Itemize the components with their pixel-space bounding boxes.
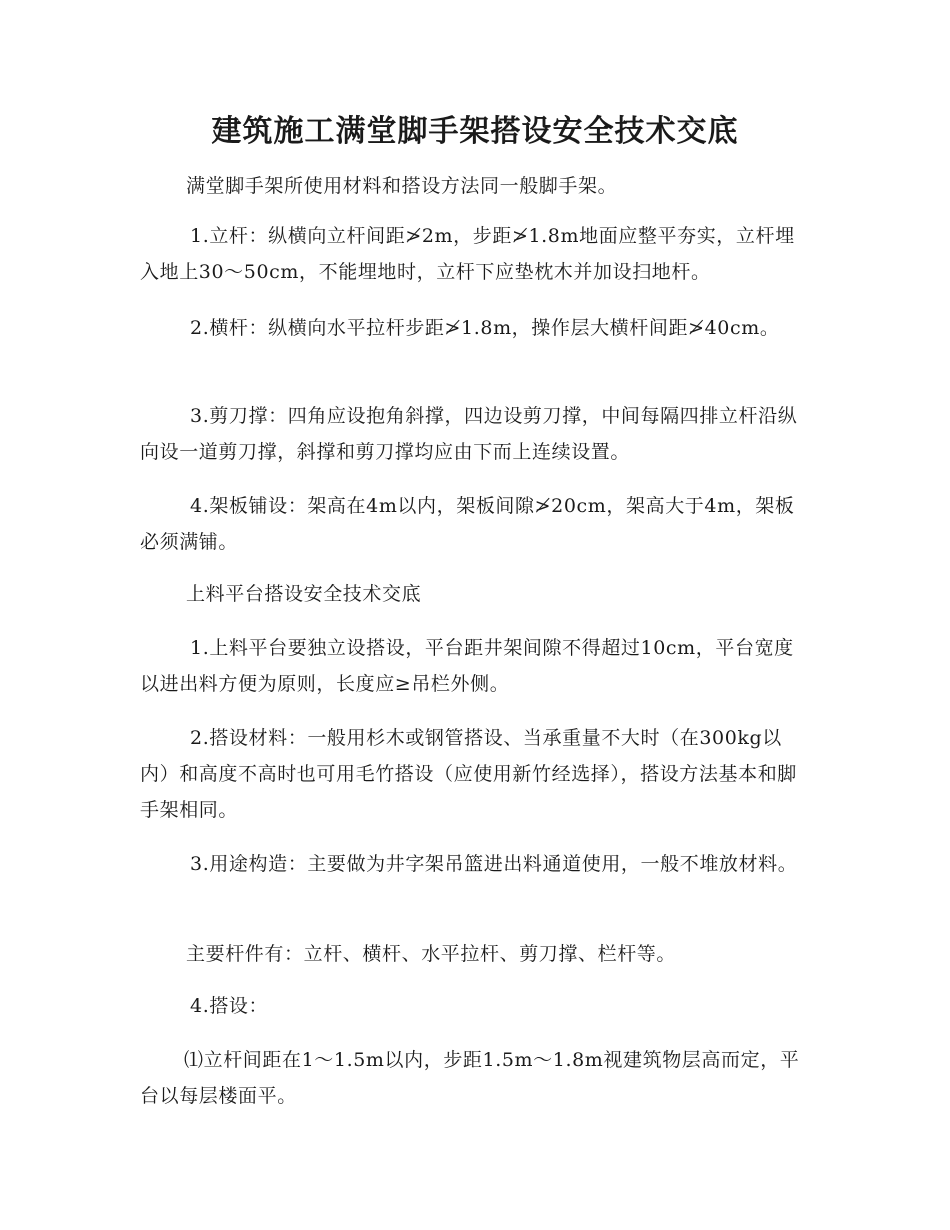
paragraph-platform-independent: 1.上料平台要独立设搭设，平台距井架间隙不得超过10cm，平台宽度以进出料方便为原则，长度应≥吊栏外侧。 [140,637,794,695]
paragraph-scissor-brace: 3.剪刀撑：四角应设抱角斜撑，四边设剪刀撑，中间每隔四排立杆沿纵向设一道剪刀撑，斜撑和剪刀撑均应由下而上连续设置。 [140,405,798,463]
paragraph-main-members: 主要杆件有：立杆、横杆、水平拉杆、剪刀撑、栏杆等。 [186,943,677,965]
paragraph-materials: 2.搭设材料：一般用杉木或钢管搭设、当承重量不大时（在300kg以内）和高度不高时也可用毛竹搭设（应使用新竹经选择），搭设方法基本和脚手架相同。 [140,727,797,821]
paragraph-platform-heading: 上料平台搭设安全技术交底 [186,583,422,605]
paragraph-erection: 4.搭设： [190,995,269,1017]
paragraph-cross-bar: 2.横杆：纵横向水平拉杆步距≯1.8m，操作层大横杆间距≯40cm。 [190,317,780,339]
paragraph-pole-spacing: ⑴立杆间距在1～1.5m以内，步距1.5m～1.8m视建筑物层高而定，平台以每层楼面平。 [140,1049,800,1107]
document-title: 建筑施工满堂脚手架搭设安全技术交底 [211,114,739,149]
paragraph-board-laying: 4.架板铺设：架高在4m以内，架板间隙≯20cm，架高大于4m，架板必须满铺。 [140,495,795,553]
paragraph-intro: 满堂脚手架所使用材料和搭设方法同一般脚手架。 [186,175,618,197]
paragraph-upright-pole: 1.立杆：纵横向立杆间距≯2m，步距≯1.8m地面应整平夯实，立杆埋入地上30～50cm，不能埋地时，立杆下应垫枕木并加设扫地杆。 [140,225,795,283]
paragraph-usage: 3.用途构造：主要做为井字架吊篮进出料通道使用，一般不堆放材料。 [190,853,798,875]
